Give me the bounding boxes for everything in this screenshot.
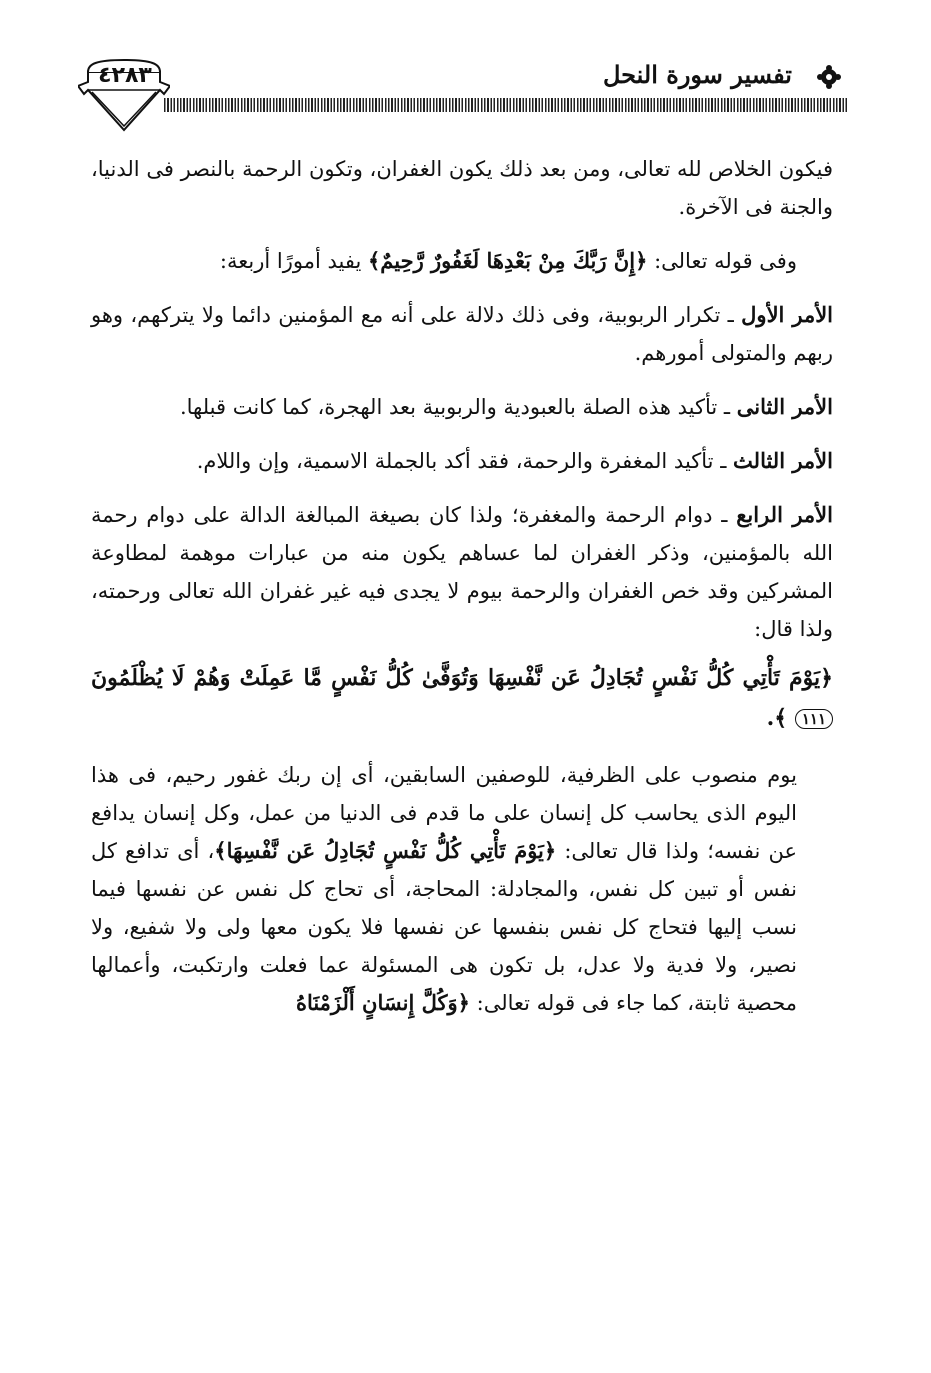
page-header: [78, 40, 848, 135]
verse-close: ﴾.: [766, 705, 788, 731]
paragraph-third-matter: [91, 442, 833, 480]
page-number: ٤٢٨٣: [98, 63, 152, 88]
paragraph-second-matter: [91, 388, 833, 426]
paragraph-prefix: وفى قوله تعالى:: [654, 249, 797, 273]
matter-heading: الأمر الثالث: [733, 448, 833, 473]
matter-text: ـ تأكيد المغفرة والرحمة، فقد أكد بالجملة الاسمية، وإن واللام.: [196, 449, 727, 473]
paragraph-suffix: يفيد أمورًا أربعة:: [219, 249, 362, 273]
page-body: [91, 150, 833, 1038]
matter-text: ـ دوام الرحمة والمغفرة؛ ولذا كان بصيغة المبالغة الدالة على دوام رحمة الله بالمؤمنين، وذكر الغفران لما عساهم يكون منه من عبارات موهمة لمطاوعة المشركين وقد خص الغفران والرحمة بيوم لا يجدى فيه غير غفران الله تعالى ورحمته، ولذا قال:: [91, 503, 833, 641]
matter-heading: الأمر الثانى: [736, 394, 833, 419]
verse-number: ١١١: [795, 709, 833, 729]
quran-quote: ﴿وَكُلَّ إِنسَانٍ أَلْزَمْنَاهُ: [295, 990, 470, 1015]
ornament-flower-icon: [816, 64, 842, 90]
matter-text: ـ تكرار الربوبية، وفى ذلك دلالة على أنه مع المؤمنين دائما ولا يتركهم، وهو ربهم والمتولى أمورهم.: [91, 303, 833, 365]
quran-quote: ﴿يَوْمَ تَأْتِي كُلُّ نَفْسٍ تُجَادِلُ عَن نَّفْسِهَا﴾: [214, 838, 557, 863]
paragraph-first-matter: [91, 296, 833, 372]
paragraph-fourth-matter: [91, 496, 833, 648]
paragraph-verse-reference: [91, 242, 833, 280]
quran-quote: ﴿إِنَّ رَبَّكَ مِنْ بَعْدِهَا لَغَفُورٌ رَّحِيمٌ﴾: [367, 248, 648, 273]
matter-heading: الأمر الرابع: [736, 502, 833, 527]
paragraph-commentary: [91, 756, 833, 1022]
matter-heading: الأمر الأول: [741, 302, 834, 327]
commentary-text: ، أى تدافع كل نفس أو تبين كل نفس، والمجادلة: المحاجة، أى تحاج كل نفس عن نفسها فيما نسب إليها فتحاج كل نفس بنفسها عن نفسها فلا يكون معها ولى ولا شفيع، ولا نصير، ولا فدية ولا عدل، بل تكون هى المسئولة عما فعلت وارتكبت، وأعمالها محصية ثابتة، كما جاء فى قوله تعالى:: [91, 839, 797, 1015]
verse-text: ﴿يَوْمَ تَأْتِي كُلُّ نَفْسٍ تُجَادِلُ عَن نَّفْسِهَا وَتُوَفَّىٰ كُلُّ نَفْسٍ مَّا عَمِلَتْ وَهُمْ لَا يُظْلَمُونَ: [91, 665, 833, 691]
header-rule: [164, 98, 848, 112]
running-title: تفسير سورة النحل: [603, 60, 792, 89]
quran-verse: [91, 658, 833, 738]
paragraph-intro: فيكون الخلاص لله تعالى، ومن بعد ذلك يكون الغفران، وتكون الرحمة بالنصر فى الدنيا، والجنة فى الآخرة.: [91, 157, 833, 219]
matter-text: ـ تأكيد هذه الصلة بالعبودية والربوبية بعد الهجرة، كما كانت قبلها.: [179, 395, 731, 419]
commentary-text: يوم منصوب على الظرفية، للوصفين السابقين، أى إن ربك غفور رحيم، فى هذا اليوم الذى يحاسب كل إنسان على ما قدم فى الدنيا من عمل، وكل إنسان يدافع عن نفسه؛ ولذا قال تعالى:: [91, 763, 797, 863]
